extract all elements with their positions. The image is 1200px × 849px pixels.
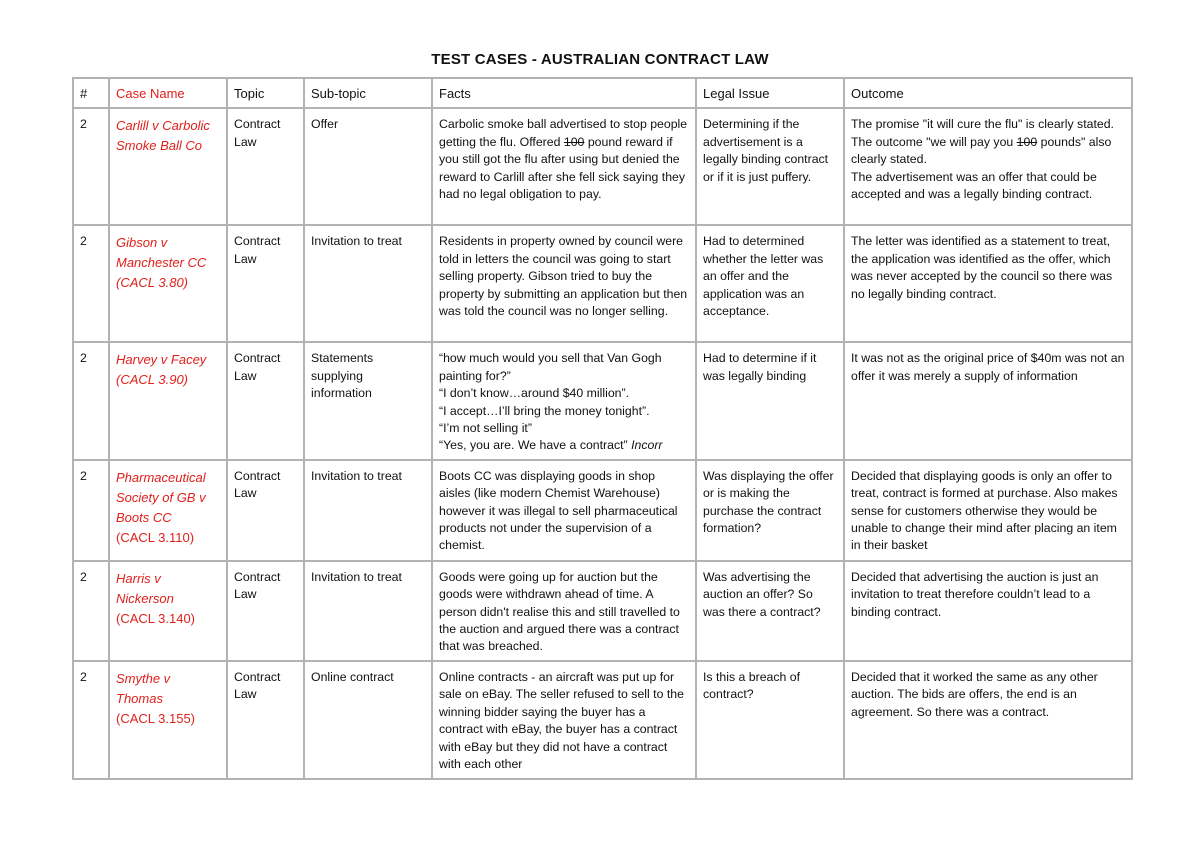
header-legal-issue: Legal Issue (696, 78, 844, 108)
subtopic-cell: Invitation to treat (304, 561, 432, 661)
facts-struck-text: 100 (563, 134, 585, 149)
outcome-line: The advertisement was an offer that could be accepted and was a legally binding contract. (851, 169, 1097, 202)
outcome-text: pounds" also clearly stated. (851, 134, 1112, 167)
legal-issue-cell: Is this a breach of contract? (696, 661, 844, 779)
facts-text: pound reward if you still got the flu after using but denied the reward to Carlill after she fell sick saying they had no legal obligation to pay. (439, 134, 686, 202)
header-row (73, 78, 1132, 108)
subtopic-cell: Invitation to treat (304, 225, 432, 342)
legal-issue-cell: Had to determined whether the letter was an offer and the application was an acceptance. (696, 225, 844, 342)
header-subtopic: Sub-topic (304, 78, 432, 108)
facts-cell: Online contracts - an aircraft was put up for sale on eBay. The seller refused to sell to the winning bidder saying the buyer has a contract with eBay, the buyer has a contract with eBay but they did not have a contract with each other (432, 661, 696, 779)
table-row (73, 561, 1132, 661)
case-name-cell (109, 225, 227, 342)
case-citation: (CACL 3.110) (116, 529, 195, 545)
subtopic-cell: Statements supplying information (304, 342, 432, 459)
table-row (73, 108, 1132, 225)
topic-cell: Contract Law (227, 460, 304, 561)
facts-text: Carbolic smoke ball advertised to stop people getting the flu. Offered (439, 117, 688, 149)
outcome-line (851, 116, 1125, 168)
facts-line: “I’m not selling it” (439, 421, 532, 436)
facts-cell: Boots CC was displaying goods in shop aisles (like modern Chemist Warehouse) however it was illegal to sell pharmaceutical products not under the supervision of a chemist. (432, 460, 696, 561)
case-name-cell (109, 342, 227, 459)
outcome-cell: It was not as the original price of $40m was not an offer it was merely a supply of information (844, 342, 1132, 459)
case-citation: (CACL 3.80) (116, 275, 189, 291)
outcome-struck-text: 100 (1016, 134, 1038, 149)
outcome-text: The promise "it will cure the flu" is clearly stated. The outcome "we will pay you (851, 117, 1114, 149)
table-row (73, 661, 1132, 779)
case-name: Harvey v Facey (116, 352, 207, 368)
header-outcome: Outcome (844, 78, 1132, 108)
table-row (73, 225, 1132, 342)
facts-line: “I accept…I’ll bring the money tonight”. (439, 403, 650, 418)
legal-issue-cell: Was displaying the offer or is making the purchase the contract formation? (696, 460, 844, 561)
topic-cell: Contract Law (227, 661, 304, 779)
case-name-cell (109, 661, 227, 779)
case-citation: (CACL 3.155) (116, 710, 195, 726)
topic-cell: Contract Law (227, 108, 304, 225)
outcome-cell: Decided that displaying goods is only an offer to treat, contract is formed at purchase. Also makes sense for customers otherwise they would be unable to change their mind after placing an item in their basket (844, 460, 1132, 561)
subtopic-cell: Online contract (304, 661, 432, 779)
case-name-cell (109, 460, 227, 561)
document-title: TEST CASES - AUSTRALIAN CONTRACT LAW (431, 51, 769, 68)
subtopic-cell: Invitation to treat (304, 460, 432, 561)
row-num: 2 (73, 342, 109, 459)
facts-cell: Residents in property owned by council were told in letters the council was going to start selling property. Gibson tried to buy the property by submitting an application but then was told the council was no longer selling. (432, 225, 696, 342)
case-name-cell (109, 561, 227, 661)
row-num: 2 (73, 108, 109, 225)
cases-table (72, 77, 1133, 780)
row-num: 2 (73, 661, 109, 779)
facts-line: “I don’t know…around $40 million”. (439, 386, 630, 401)
header-case-name: Case Name (109, 78, 227, 108)
outcome-cell: Decided that it worked the same as any other auction. The bids are offers, the end is an agreement. So there was a contract. (844, 661, 1132, 779)
topic-cell: Contract Law (227, 342, 304, 459)
facts-cell (432, 342, 696, 459)
header-topic: Topic (227, 78, 304, 108)
facts-cell (432, 108, 696, 225)
case-name: Smythe v Thomas (116, 670, 171, 706)
row-num: 2 (73, 225, 109, 342)
header-num: # (73, 78, 109, 108)
table-row (73, 460, 1132, 561)
row-num: 2 (73, 460, 109, 561)
legal-issue-cell: Determining if the advertisement is a legally binding contract or if it is just puffery. (696, 108, 844, 225)
case-name: Harris v Nickerson (116, 570, 174, 606)
case-name-cell (109, 108, 227, 225)
topic-cell: Contract Law (227, 561, 304, 661)
facts-cell: Goods were going up for auction but the goods were withdrawn ahead of time. A person didn't realise this and still travelled to the auction and argued there was a contract that was breached. (432, 561, 696, 661)
header-facts: Facts (432, 78, 696, 108)
facts-annotation: Incorr (631, 438, 663, 453)
legal-issue-cell: Was advertising the auction an offer? So was there a contract? (696, 561, 844, 661)
table-row (73, 342, 1132, 459)
topic-cell: Contract Law (227, 225, 304, 342)
facts-line (439, 437, 689, 454)
case-name: Pharmaceutical Society of GB v Boots CC (116, 469, 206, 525)
row-num: 2 (73, 561, 109, 661)
case-name: Carlill v Carbolic Smoke Ball Co (116, 118, 210, 154)
outcome-cell: The letter was identified as a statement to treat, the application was identified as the offer, which was never accepted by the council so there was no legally binding contract. (844, 225, 1132, 342)
case-name: Gibson v Manchester CC (116, 235, 207, 271)
subtopic-cell: Offer (304, 108, 432, 225)
outcome-cell (844, 108, 1132, 225)
legal-issue-cell: Had to determine if it was legally binding (696, 342, 844, 459)
case-citation: (CACL 3.140) (116, 610, 195, 626)
facts-text: “Yes, you are. We have a contract” (439, 438, 632, 453)
case-citation: (CACL 3.90) (116, 372, 189, 388)
facts-line: “how much would you sell that Van Gogh painting for?” (439, 351, 662, 383)
outcome-cell: Decided that advertising the auction is just an invitation to treat therefore couldn’t lead to a binding contract. (844, 561, 1132, 661)
